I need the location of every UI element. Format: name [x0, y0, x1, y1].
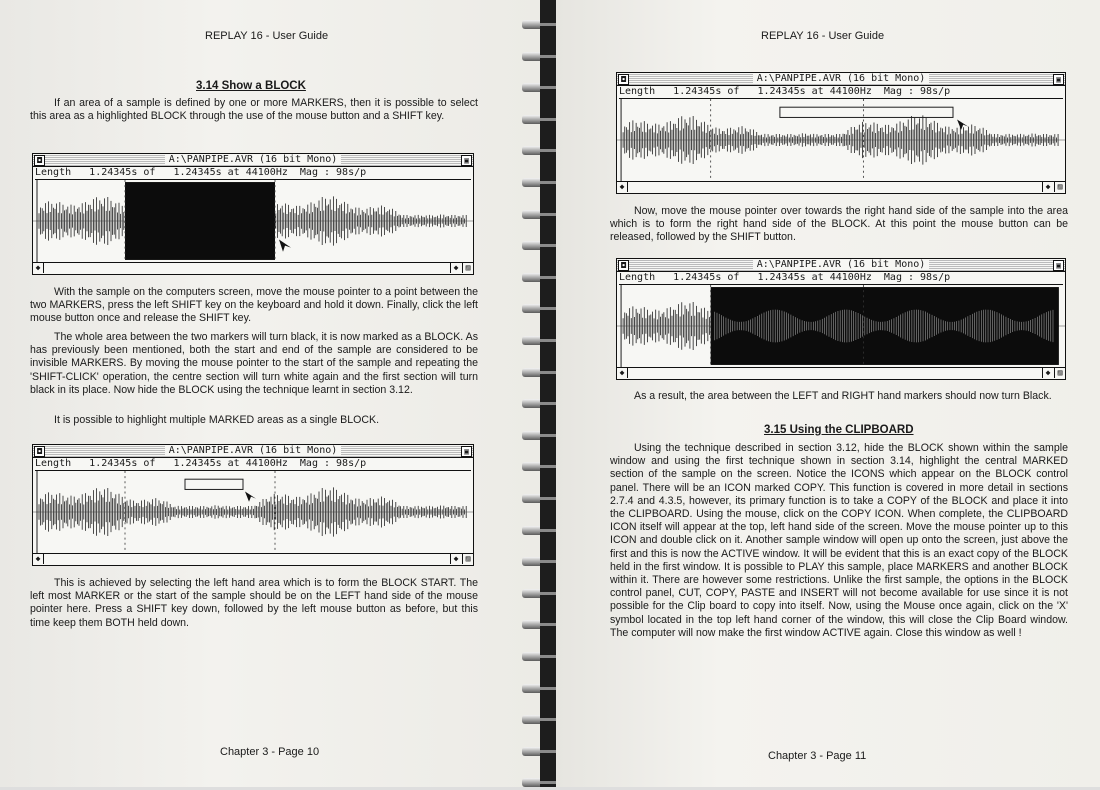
running-header-right: REPLAY 16 - User Guide — [761, 30, 885, 42]
paragraph-intro: If an area of a sample is defined by one or more MARKERS, then it is possible to select this area as a highlighted BLOCK through the use of the mouse button and a SHIFT key. — [30, 97, 478, 123]
window-title-bar[interactable] — [33, 154, 473, 167]
window-title-bar[interactable] — [33, 445, 473, 458]
waveform[interactable] — [617, 99, 1065, 181]
paragraph-block-start: This is achieved by selecting the left hand area which is to form the BLOCK START. The left most MARKER or the start of the sample should be on the LEFT hand side of the mouse pointer here. Press a SHIFT key down, followed by the left mouse button as before, but this time keep them BOTH held down. — [30, 577, 478, 629]
sample-info-line: Length 1.24345s of 1.24345s at 44100Hz Mag : 98s/p — [35, 167, 471, 180]
waveform[interactable] — [33, 180, 473, 262]
window-title-bar[interactable] — [617, 73, 1065, 86]
horizontal-scrollbar[interactable] — [617, 181, 1065, 193]
resize-icon[interactable]: ▨ — [462, 263, 473, 273]
fullsize-icon[interactable]: ▣ — [1053, 74, 1064, 85]
sample-info-line: Length 1.24345s of 1.24345s at 44100Hz Mag : 98s/p — [35, 458, 471, 471]
scroll-right-icon[interactable]: ◆ — [450, 263, 461, 273]
paragraph-multiple-marked: It is possible to highlight multiple MARKED areas as a single BLOCK. — [54, 414, 380, 426]
sample-info-line: Length 1.24345s of 1.24345s at 44100Hz Mag : 98s/p — [619, 86, 1063, 99]
window-title: A:\PANPIPE.AVR (16 bit Mono) — [753, 73, 930, 84]
window-title: A:\PANPIPE.AVR (16 bit Mono) — [165, 154, 342, 165]
horizontal-scrollbar[interactable] — [617, 367, 1065, 379]
close-icon[interactable]: ◘ — [618, 74, 629, 85]
paragraph-move-right: Now, move the mouse pointer over towards the right hand side of the sample into the area which is to form the right hand side of the BLOCK. At this point the mouse button can be released, followed by the SHIFT button. — [610, 205, 1068, 244]
scroll-left-icon[interactable]: ◆ — [33, 263, 44, 273]
section-title-3-14: 3.14 Show a BLOCK — [196, 80, 306, 92]
window-title-bar[interactable] — [617, 259, 1065, 272]
page-footer-left: Chapter 3 - Page 10 — [220, 746, 320, 758]
running-header-left: REPLAY 16 - User Guide — [205, 30, 329, 42]
scroll-right-icon[interactable]: ◆ — [1042, 182, 1053, 192]
fullsize-icon[interactable]: ▣ — [461, 446, 472, 457]
left-page — [0, 0, 540, 787]
close-icon[interactable]: ◘ — [618, 260, 629, 271]
paragraph-result: As a result, the area between the LEFT and RIGHT hand markers should now turn Black. — [634, 390, 1052, 402]
resize-icon[interactable]: ▨ — [1054, 368, 1065, 378]
waveform[interactable] — [617, 285, 1065, 367]
sample-info-line: Length 1.24345s of 1.24345s at 44100Hz Mag : 98s/p — [619, 272, 1063, 285]
sample-window-dragging[interactable] — [32, 444, 474, 566]
section-title-3-15: 3.15 Using the CLIPBOARD — [764, 424, 914, 436]
paragraph-clipboard: Using the technique described in section 3.12, hide the BLOCK shown within the sample window and using the first technique shown in section 3.14, highlight the central MARKED section of the sample on the screen. Notice the ICONS which appear on the BLOCK control panel. There will be an ICON marked COPY. This function is covered in more detail in sections 2.7.4 and 4.3.5, however, its primary function is to take a COPY of the BLOCK and place it into the CLIPBOARD. Using the mouse, click on the COPY ICON. When complete, the CLIPBOARD ICON itself will appear at the top, left hand side of the screen. Move the mouse pointer up to this ICON and double click on it. Another sample window will open up onto the screen, just above the first and this is now the ACTIVE window. It will be evident that this is an exact copy of the BLOCK held in the first window. It is possible to PLAY this sample, place MARKERS and another BLOCK within it. There are however some restrictions. Unlike the first sample, the options in the BLOCK control panel, CUT, COPY, PASTE and INSERT will not become available for use since it is not possible for the Clip board to copy into itself. Now, using the Mouse once again, click on the 'X' symbol located in the top left hand corner of the window, this will close the Clip Board window. The computer will now make the first window ACTIVE again. Close this window as well ! — [610, 442, 1068, 639]
paragraph-shift-click: With the sample on the computers screen, move the mouse pointer to a point between the two MARKERS, press the left SHIFT key on the keyboard and hold it down. Finally, click the left mouse button once and release the SHIFT key. — [30, 286, 478, 325]
window-title: A:\PANPIPE.AVR (16 bit Mono) — [165, 445, 342, 456]
scroll-left-icon[interactable]: ◆ — [617, 368, 628, 378]
sample-window-result[interactable] — [616, 258, 1066, 380]
sample-window-top[interactable] — [616, 72, 1066, 194]
scroll-right-icon[interactable]: ◆ — [1042, 368, 1053, 378]
sample-window-block-selected[interactable] — [32, 153, 474, 275]
window-title: A:\PANPIPE.AVR (16 bit Mono) — [753, 259, 930, 270]
fullsize-icon[interactable]: ▣ — [461, 155, 472, 166]
scroll-right-icon[interactable]: ◆ — [450, 554, 461, 564]
waveform[interactable] — [33, 471, 473, 553]
right-page — [556, 0, 1100, 787]
resize-icon[interactable]: ▨ — [1054, 182, 1065, 192]
paragraph-block-black: The whole area between the two markers will turn black, it is now marked as a BLOCK. As has previously been mentioned, both the start and end of the sample are considered to be invisible MARKERS. By moving the mouse pointer to the start of the sample and repeating the 'SHIFT-CLICK' operation, the centre section will turn white again and the first section will turn black in its place. Now hide the BLOCK using the technique learnt in section 3.12. — [30, 331, 478, 396]
fullsize-icon[interactable]: ▣ — [1053, 260, 1064, 271]
horizontal-scrollbar[interactable] — [33, 262, 473, 274]
scroll-left-icon[interactable]: ◆ — [33, 554, 44, 564]
horizontal-scrollbar[interactable] — [33, 553, 473, 565]
close-icon[interactable]: ◘ — [34, 155, 45, 166]
page-footer-right: Chapter 3 - Page 11 — [768, 750, 867, 762]
scroll-left-icon[interactable]: ◆ — [617, 182, 628, 192]
close-icon[interactable]: ◘ — [34, 446, 45, 457]
resize-icon[interactable]: ▨ — [462, 554, 473, 564]
